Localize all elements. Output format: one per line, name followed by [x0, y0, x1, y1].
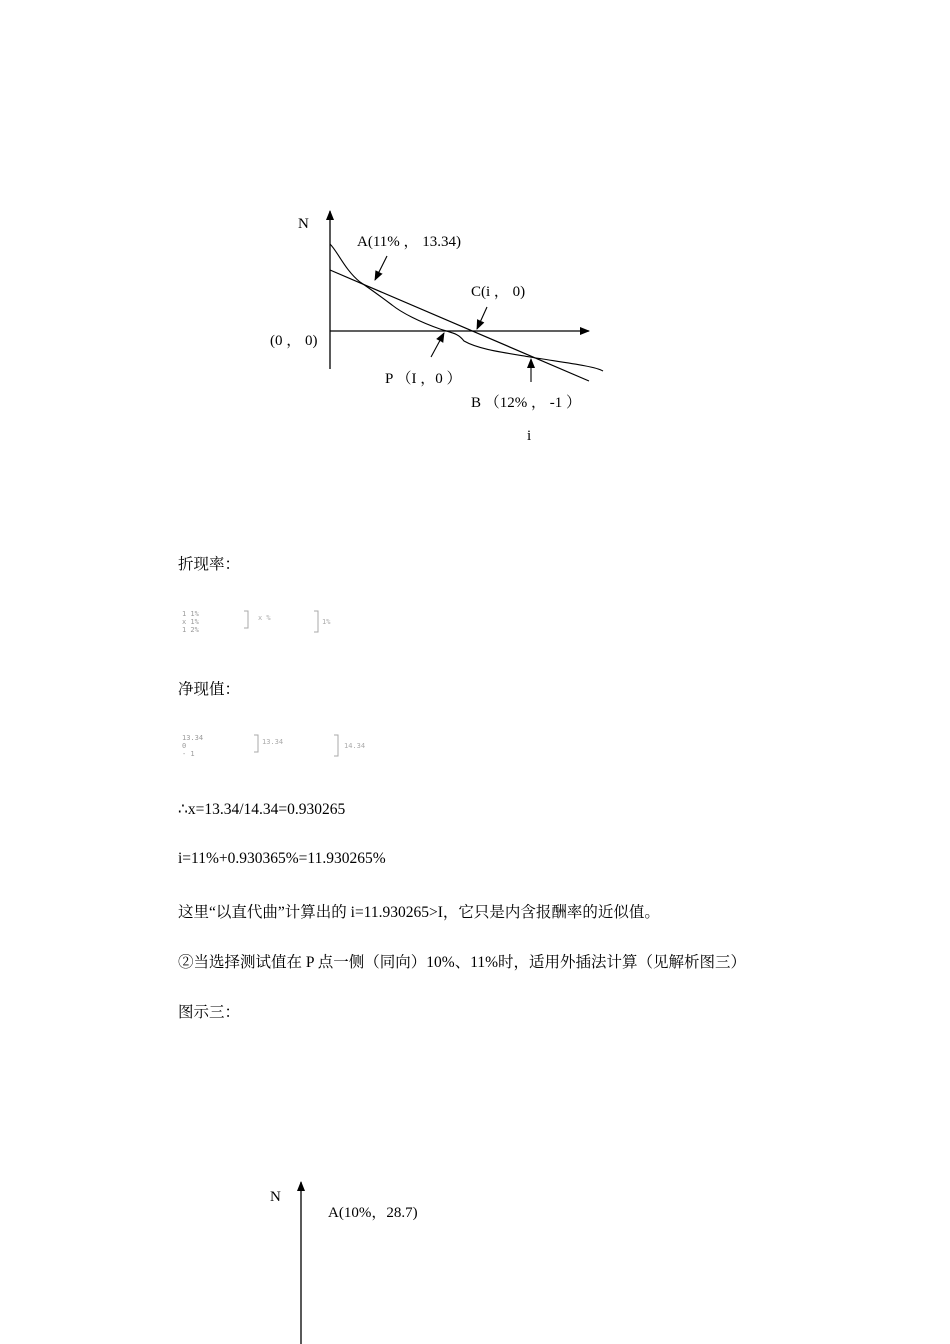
- point-p-label: P （I ，0 ）: [385, 371, 462, 387]
- fig3-n-label: N: [270, 1189, 281, 1205]
- npv-curve: [330, 244, 603, 371]
- fig1-i-label: i: [527, 428, 532, 444]
- origin-label: (0 ， 0): [270, 333, 318, 349]
- arrow-c: [477, 307, 487, 329]
- case-two-line: ②当选择测试值在 P 点一侧（同向）10%、11%时，适用外插法计算（见解析图三）: [178, 954, 747, 971]
- svg-text:14.34: 14.34: [344, 742, 366, 750]
- arrow-a: [375, 256, 387, 280]
- discount-rate-label: 折现率：: [178, 556, 241, 573]
- figure-three-title: 图示三：: [178, 1004, 241, 1021]
- result-i-line: i=11%+0.930365%=11.930265%: [178, 850, 386, 867]
- svg-text:x %: x %: [258, 614, 271, 622]
- fig1-n-label: N: [298, 216, 309, 232]
- svg-text:1%: 1%: [322, 618, 331, 626]
- svg-text:x 1%: x 1%: [182, 618, 199, 626]
- svg-text:13.34: 13.34: [182, 734, 204, 742]
- point-c-label: C(i ， 0): [471, 284, 526, 300]
- npv-label: 净现值：: [178, 681, 241, 698]
- result-x-line: ∴x=13.34/14.34=0.930265: [178, 801, 346, 818]
- svg-text:13.34: 13.34: [262, 738, 284, 746]
- fig3-point-a-label: A(10%，28.7): [328, 1205, 418, 1221]
- svg-text:1 2%: 1 2%: [182, 626, 199, 634]
- svg-text:1 1%: 1 1%: [182, 610, 199, 618]
- point-a-label: A(11% ， 13.34): [357, 234, 462, 250]
- point-b-label: B （12% ， -1 ）: [471, 395, 581, 411]
- explanation-line: 这里“以直代曲”计算出的 i=11.930265>I，它只是内含报酬率的近似值。: [178, 904, 660, 921]
- secant-line: [330, 270, 589, 381]
- svg-text:- 1: - 1: [182, 750, 195, 758]
- svg-text:0: 0: [182, 742, 187, 750]
- arrow-p: [431, 333, 444, 357]
